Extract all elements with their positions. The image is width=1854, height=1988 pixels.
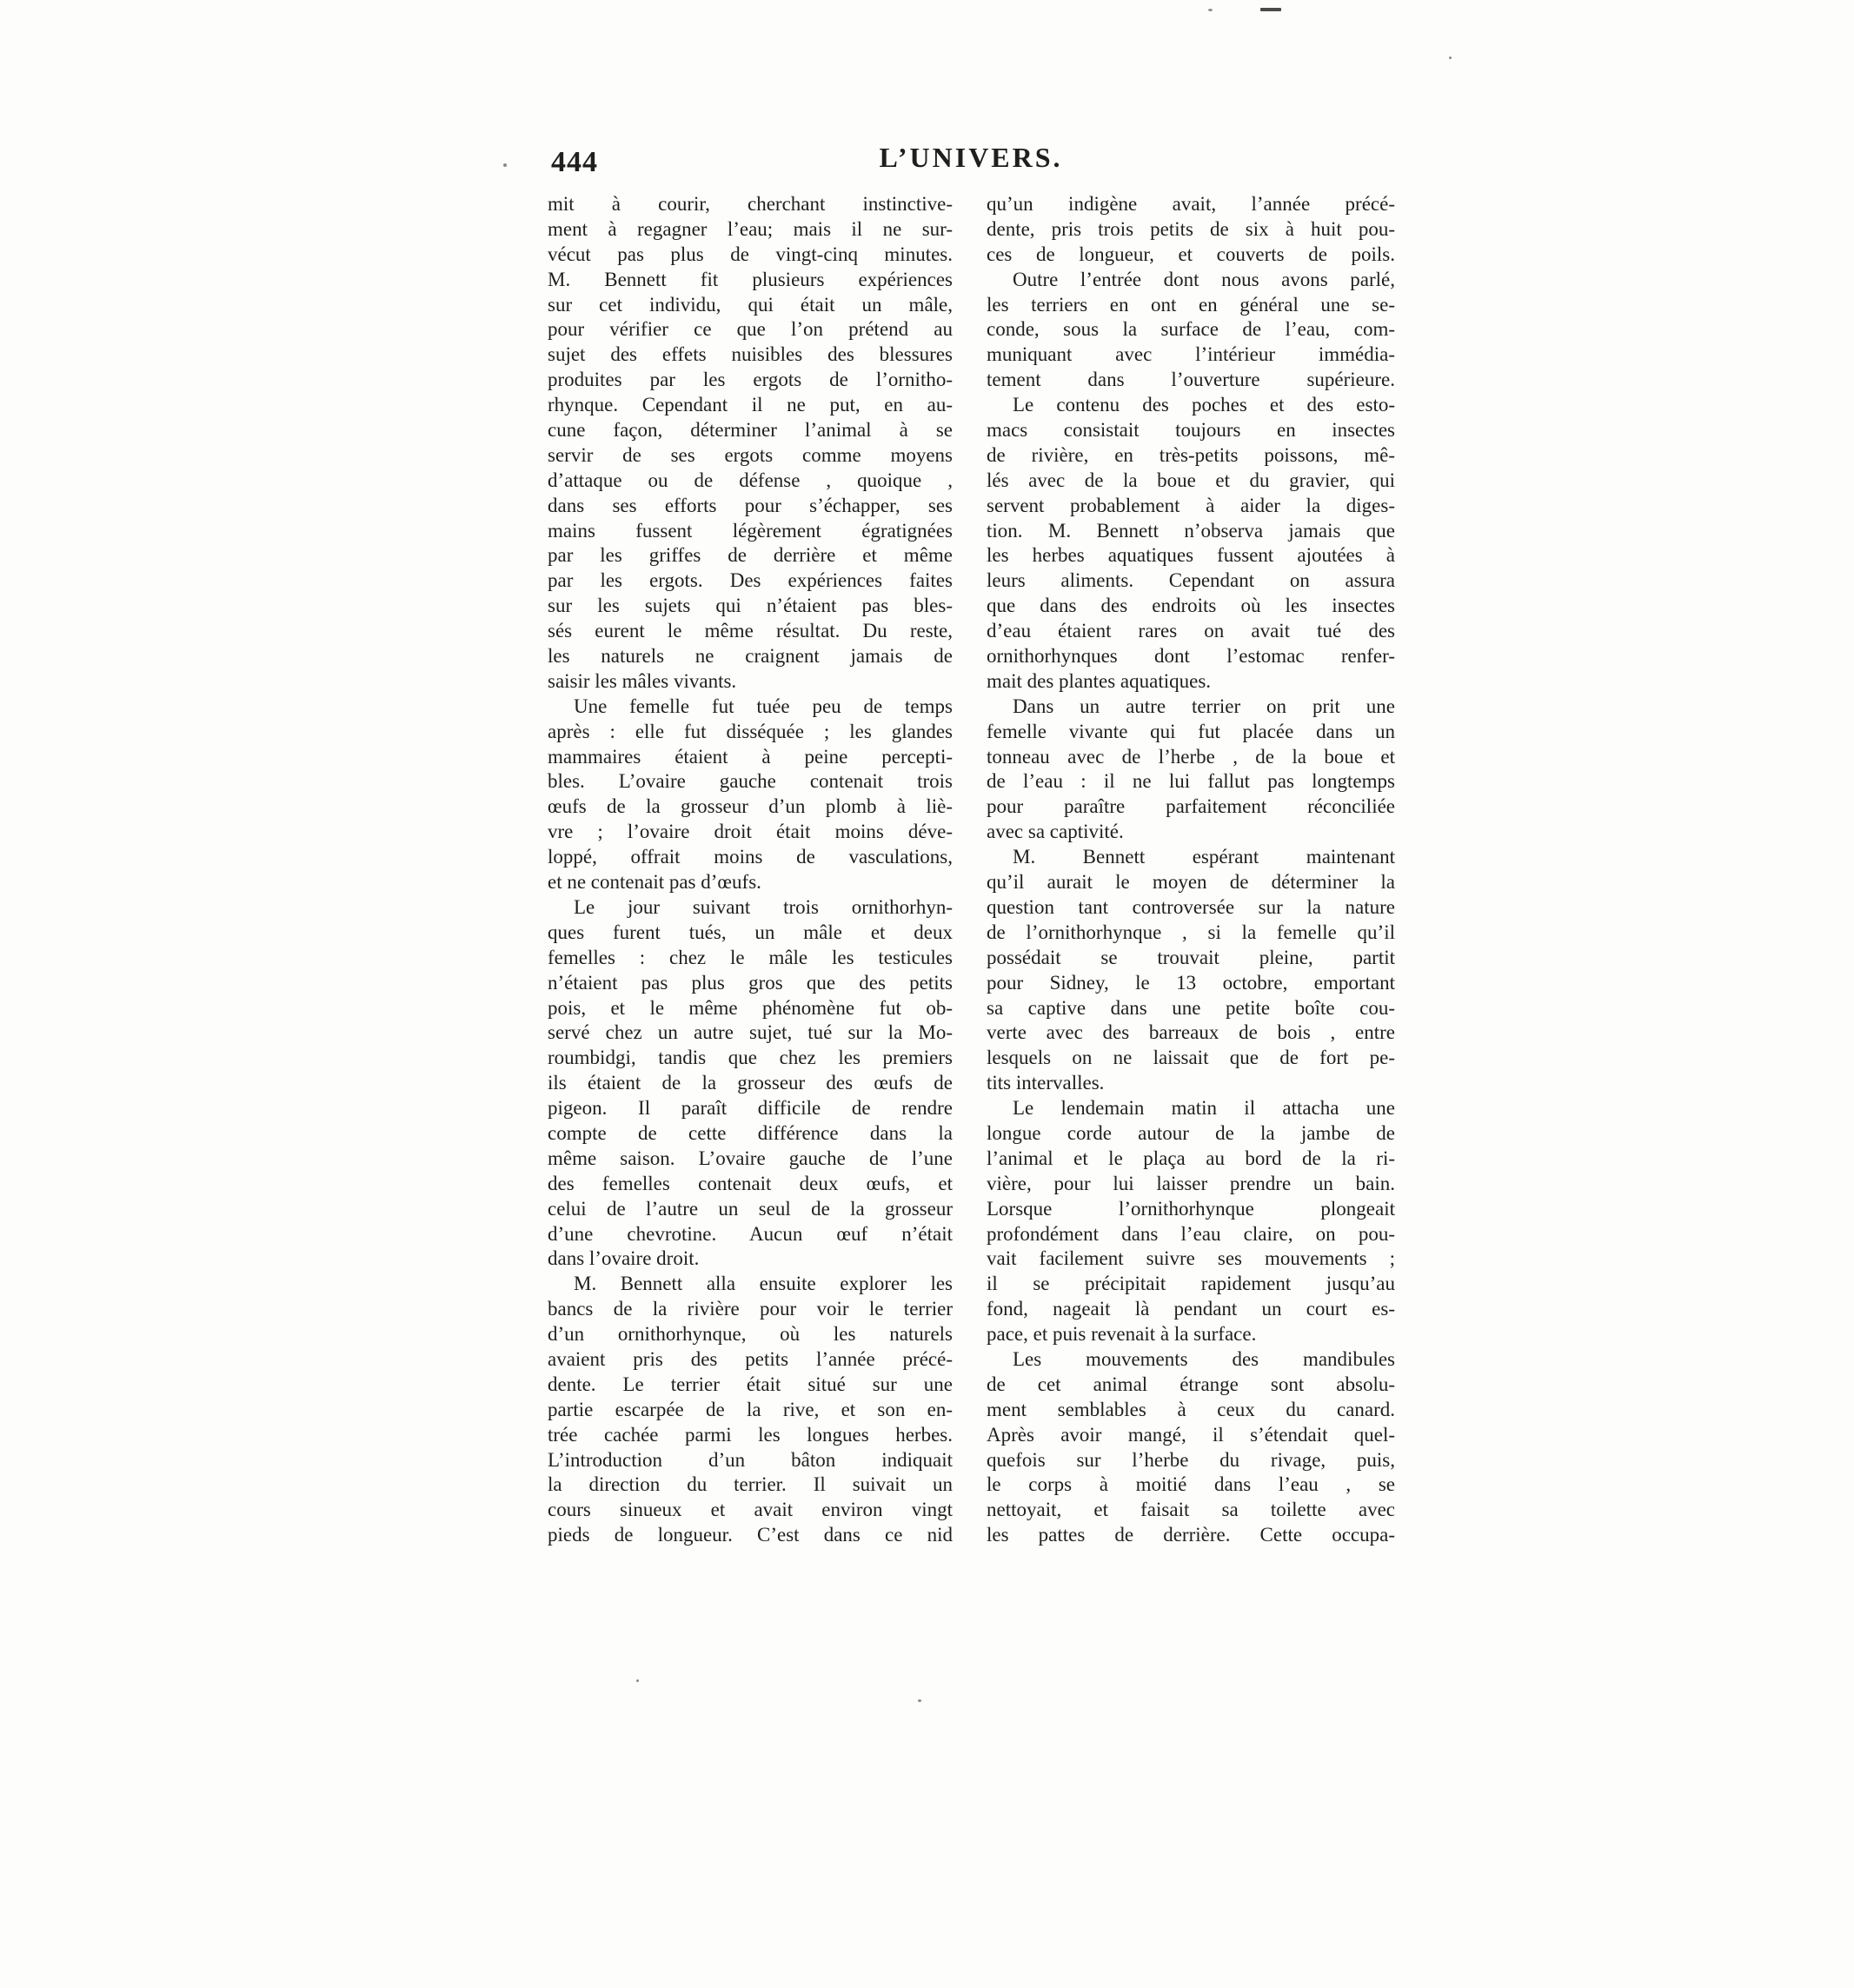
text-line: sés eurent le même résultat. Du reste, (548, 620, 953, 642)
text-line: ils étaient de la grosseur des œufs de (548, 1072, 953, 1094)
text-line: l’animal et le plaça au bord de la ri- (987, 1147, 1395, 1169)
text-line: L’introduction d’un bâton indiquait (548, 1448, 953, 1471)
text-line: les terriers en ont en général une se- (987, 293, 1395, 316)
text-line: partie escarpée de la rive, et son en- (548, 1398, 953, 1420)
text-line: mammaires étaient à peine percepti- (548, 745, 953, 768)
text-line: femelles : chez le mâle les testicules (548, 946, 953, 968)
text-line: de rivière, en très-petits poissons, mê- (987, 443, 1395, 466)
text-line: Après avoir mangé, il s’étendait quel- (987, 1423, 1395, 1446)
text-line: vécut pas plus de vingt-cinq minutes. (548, 243, 953, 265)
scan-mark (1260, 8, 1281, 11)
text-line: fond, nageait là pendant un court es- (987, 1298, 1395, 1320)
text-line: tonneau avec de l’herbe , de la boue et (987, 745, 1395, 768)
text-line: ment à regagner l’eau; mais il ne sur- (548, 217, 953, 240)
text-line: pieds de longueur. C’est dans ce nid (548, 1524, 953, 1546)
text-line: de l’ornithorhynque , si la femelle qu’il (987, 921, 1395, 943)
text-line: muniquant avec l’intérieur immédia- (987, 343, 1395, 366)
page-number: 444 (551, 146, 598, 178)
text-line: mit à courir, cherchant instinctive- (548, 193, 953, 215)
text-line: après : elle fut disséquée ; les glandes (548, 720, 953, 742)
text-line: les herbes aquatiques fussent ajoutées à (987, 544, 1395, 567)
text-line: tits intervalles. (987, 1072, 1105, 1094)
text-line: qu’il aurait le moyen de déterminer la (987, 871, 1395, 894)
text-line: saisir les mâles vivants. (548, 669, 737, 692)
text-line: il se précipitait rapidement jusqu’au (987, 1273, 1395, 1295)
text-line: verte avec des barreaux de bois , entre (987, 1021, 1395, 1044)
text-line: mains fussent légèrement égratignées (548, 519, 953, 542)
scan-speck (1208, 9, 1213, 11)
text-line: Lorsque l’ornithorhynque plongeait (987, 1197, 1395, 1220)
text-line: loppé, offrait moins de vasculations, (548, 846, 953, 868)
text-line: les pattes de derrière. Cette occupa- (987, 1524, 1395, 1546)
text-line: tion. M. Bennett n’observa jamais que (987, 519, 1395, 542)
text-line: question tant controversée sur la nature (987, 895, 1395, 918)
text-line: trée cachée parmi les longues herbes. (548, 1423, 953, 1446)
text-line: n’étaient pas plus gros que des petits (548, 971, 953, 994)
text-line: des femelles contenait deux œufs, et (548, 1172, 953, 1194)
text-line: longue corde autour de la jambe de (987, 1121, 1395, 1144)
text-line: Le lendemain matin il attacha une (1013, 1097, 1395, 1120)
text-line: le corps à moitié dans l’eau , se (987, 1473, 1395, 1496)
text-line: vait facilement suivre ses mouvements ; (987, 1247, 1395, 1270)
running-title: L’UNIVERS. (879, 142, 1063, 173)
text-line: sa captive dans une petite boîte cou- (987, 996, 1395, 1019)
text-line: Le jour suivant trois ornithorhyn- (574, 895, 953, 918)
text-line: d’une chevrotine. Aucun œuf n’était (548, 1222, 953, 1245)
text-line: la direction du terrier. Il suivait un (548, 1473, 953, 1496)
text-line: ces de longueur, et couverts de poils. (987, 243, 1395, 265)
text-line: rhynque. Cependant il ne put, en au- (548, 394, 953, 416)
text-line: servent probablement à aider la diges- (987, 494, 1395, 516)
text-line: ques furent tués, un mâle et deux (548, 921, 953, 943)
text-line: avec sa captivité. (987, 821, 1124, 843)
text-line: servir de ses ergots comme moyens (548, 443, 953, 466)
text-line: macs consistait toujours en insectes (987, 419, 1395, 442)
text-line: lesquels on ne laissait que de fort pe- (987, 1047, 1395, 1069)
text-line: quefois sur l’herbe du rivage, puis, (987, 1448, 1395, 1471)
text-line: pigeon. Il paraît difficile de rendre (548, 1097, 953, 1120)
text-line: d’un ornithorhynque, où les naturels (548, 1323, 953, 1346)
text-line: bancs de la rivière pour voir le terrier (548, 1298, 953, 1320)
text-line: profondément dans l’eau claire, on pou- (987, 1222, 1395, 1245)
text-line: de l’eau : il ne lui fallut pas longtemps (987, 770, 1395, 793)
text-line: conde, sous la surface de l’eau, com- (987, 318, 1395, 341)
text-line: de cet animal étrange sont absolu- (987, 1373, 1395, 1395)
text-line: avaient pris des petits l’année précé- (548, 1347, 953, 1370)
text-line: pace, et puis revenait à la surface. (987, 1323, 1257, 1346)
text-line: cours sinueux et avait environ vingt (548, 1499, 953, 1521)
text-line: œufs de la grosseur d’un plomb à liè- (548, 795, 953, 818)
text-line: par les griffes de derrière et même (548, 544, 953, 567)
text-line: par les ergots. Des expériences faites (548, 569, 953, 592)
text-line: ment semblables à ceux du canard. (987, 1398, 1395, 1420)
text-line: pour paraître parfaitement réconciliée (987, 795, 1395, 818)
scan-speck (636, 1679, 639, 1682)
text-line: Le contenu des poches et des esto- (1013, 394, 1395, 416)
text-line: ornithorhynques dont l’estomac renfer- (987, 645, 1395, 668)
text-line: sur cet individu, qui était un mâle, (548, 293, 953, 316)
text-line: Outre l’entrée dont nous avons parlé, (1013, 268, 1395, 290)
scan-speck (503, 163, 507, 167)
right-text-column (987, 192, 1395, 1548)
text-line: Dans un autre terrier on prit une (1013, 695, 1395, 717)
text-line: cune façon, déterminer l’animal à se (548, 419, 953, 442)
text-line: M. Bennett fit plusieurs expériences (548, 268, 953, 290)
text-line: les naturels ne craignent jamais de (548, 645, 953, 668)
text-line: dans l’ovaire droit. (548, 1247, 700, 1270)
text-line: M. Bennett espérant maintenant (1013, 846, 1395, 868)
text-line: nettoyait, et faisait sa toilette avec (987, 1499, 1395, 1521)
text-line: possédait se trouvait pleine, partit (987, 946, 1395, 968)
text-line: vre ; l’ovaire droit était moins déve- (548, 821, 953, 843)
text-line: lés avec de la boue et du gravier, qui (987, 469, 1395, 491)
text-line: sujet des effets nuisibles des blessures (548, 343, 953, 366)
text-line: produites par les ergots de l’ornitho- (548, 369, 953, 391)
text-line: d’attaque ou de défense , quoique , (548, 469, 953, 491)
text-line: mait des plantes aquatiques. (987, 669, 1212, 692)
text-line: que dans des endroits où les insectes (987, 595, 1395, 617)
text-line: et ne contenait pas d’œufs. (548, 871, 761, 894)
text-line: dente. Le terrier était situé sur une (548, 1373, 953, 1395)
text-line: Les mouvements des mandibules (1013, 1347, 1395, 1370)
scan-speck (918, 1699, 921, 1702)
scan-speck (1449, 57, 1452, 59)
text-line: pour vérifier ce que l’on prétend au (548, 318, 953, 341)
text-line: roumbidgi, tandis que chez les premiers (548, 1047, 953, 1069)
text-line: celui de l’autre un seul de la grosseur (548, 1197, 953, 1220)
text-line: pour Sidney, le 13 octobre, emportant (987, 971, 1395, 994)
text-line: bles. L’ovaire gauche contenait trois (548, 770, 953, 793)
text-line: compte de cette différence dans la (548, 1121, 953, 1144)
text-line: dans ses efforts pour s’échapper, ses (548, 494, 953, 516)
text-line: qu’un indigène avait, l’année précé- (987, 193, 1395, 215)
text-line: M. Bennett alla ensuite explorer les (574, 1273, 953, 1295)
text-line: d’eau étaient rares on avait tué des (987, 620, 1395, 642)
text-line: vière, pour lui laisser prendre un bain. (987, 1172, 1395, 1194)
text-line: Une femelle fut tuée peu de temps (574, 695, 953, 717)
text-line: sur les sujets qui n’étaient pas bles- (548, 595, 953, 617)
text-line: femelle vivante qui fut placée dans un (987, 720, 1395, 742)
text-line: leurs aliments. Cependant on assura (987, 569, 1395, 592)
text-line: tement dans l’ouverture supérieure. (987, 369, 1395, 391)
text-line: dente, pris trois petits de six à huit pou- (987, 217, 1395, 240)
text-line: même saison. L’ovaire gauche de l’une (548, 1147, 953, 1169)
text-line: servé chez un autre sujet, tué sur la Mo- (548, 1021, 953, 1044)
text-line: pois, et le même phénomène fut ob- (548, 996, 953, 1019)
left-text-column (548, 192, 953, 1548)
